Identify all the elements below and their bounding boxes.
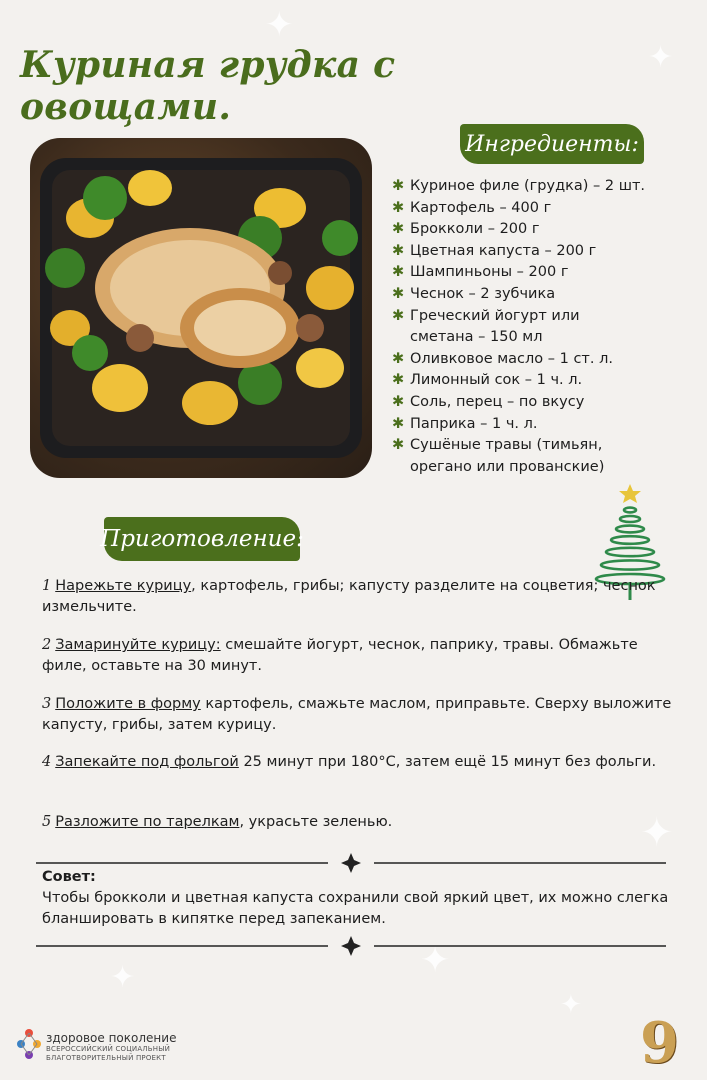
page-number: 9 xyxy=(640,1010,679,1076)
list-item: ✱ Чеснок – 2 зубчика xyxy=(392,284,702,306)
step-highlight: Разложите по тарелкам xyxy=(55,814,240,830)
list-item: ✱ Греческий йогурт или xyxy=(392,306,702,328)
org-name: здоровое поколение xyxy=(46,1031,177,1045)
step-text: смешайте йогурт, чеснок, паприку, травы. Обмажьте филе, оставьте на 30 минут. xyxy=(42,637,638,674)
list-item: орегано или прованские) xyxy=(410,458,605,475)
step-number: 4 xyxy=(42,754,52,770)
org-logo-text xyxy=(46,1031,176,1063)
advice-block xyxy=(42,867,672,930)
list-item: сметана – 150 мл xyxy=(410,329,543,346)
ornament-divider xyxy=(36,936,666,956)
list-item: ✱ Соль, перец – по вкусу xyxy=(392,392,702,414)
sparkle-decoration: ✦ xyxy=(560,990,582,1020)
dish-photo xyxy=(30,138,372,478)
step-number: 3 xyxy=(42,696,52,712)
step-text: картофель, смажьте маслом, приправьте. Сверху выложите капусту, грибы, затем курицу. xyxy=(42,696,672,733)
star-icon: ✱ xyxy=(392,372,405,389)
org-logo-icon xyxy=(16,1028,42,1060)
step-text: , украсьте зеленью. xyxy=(239,814,393,830)
list-item: ✱ Цветная капуста – 200 г xyxy=(392,241,702,263)
list-item: ✱ Паприка – 1 ч. л. xyxy=(392,414,702,436)
sparkle-decoration: ✦ xyxy=(640,810,674,856)
org-subtitle: ВСЕРОССИЙСКИЙ СОЦИАЛЬНЫЙ xyxy=(46,1045,171,1053)
step-text: , картофель, грибы; капусту разделите на соцветия; чеснок измельчите. xyxy=(42,578,656,615)
star-icon: ✱ xyxy=(392,242,405,259)
list-item: ✱ Брокколи – 200 г xyxy=(392,219,702,241)
star-icon: ✱ xyxy=(392,285,405,302)
step-number: 2 xyxy=(42,637,52,653)
step-item xyxy=(42,752,682,773)
list-item: ✱ Лимонный сок – 1 ч. л. xyxy=(392,370,702,392)
page-title: Куриная грудка с овощами. xyxy=(20,44,396,128)
list-item: ✱ Шампиньоны – 200 г xyxy=(392,262,702,284)
list-item: ✱ Сушёные травы (тимьян, xyxy=(392,435,702,457)
list-item: ✱ Оливковое масло – 1 ст. л. xyxy=(392,349,702,371)
step-number: 1 xyxy=(42,578,52,594)
step-item xyxy=(42,576,682,618)
org-subtitle: БЛАГОТВОРИТЕЛЬНЫЙ ПРОЕКТ xyxy=(46,1054,166,1062)
sparkle-decoration: ✦ xyxy=(420,940,451,981)
list-item: ✱ Куриное филе (грудка) – 2 шт. xyxy=(392,176,702,198)
list-item: ✱ Картофель – 400 г xyxy=(392,198,702,220)
step-item xyxy=(42,635,682,677)
star-icon: ✱ xyxy=(392,199,405,216)
step-highlight: Нарежьте курицу xyxy=(55,578,192,594)
step-highlight: Запекайте под фольгой xyxy=(55,754,239,770)
ingredients-list xyxy=(392,176,702,478)
star-icon: ✱ xyxy=(392,307,405,324)
step-item xyxy=(42,694,682,736)
advice-title: Совет: xyxy=(42,869,96,885)
star-icon: ✱ xyxy=(392,178,405,194)
step-highlight: Положите в форму xyxy=(55,696,201,712)
star-icon: ✱ xyxy=(392,264,405,281)
ingredients-label: Ингредиенты: xyxy=(460,124,644,164)
advice-text: Чтобы брокколи и цветная капуста сохранили свой яркий цвет, их можно слегка бланшировать в кипятке перед запеканием. xyxy=(42,890,669,927)
step-number: 5 xyxy=(42,814,52,830)
star-icon: ✱ xyxy=(392,221,405,238)
star-icon: ✱ xyxy=(392,437,405,454)
star-icon: ✱ xyxy=(392,415,405,432)
preparation-label: Приготовление: xyxy=(104,517,300,561)
star-icon: ✱ xyxy=(392,393,405,410)
sparkle-decoration: ✦ xyxy=(648,40,674,75)
step-item xyxy=(42,812,682,833)
sparkle-decoration: ✦ xyxy=(110,960,136,995)
star-icon: ✱ xyxy=(392,350,405,367)
step-highlight: Замаринуйте курицу: xyxy=(55,637,221,653)
sparkle-decoration: ✦ xyxy=(265,5,294,45)
dish-illustration xyxy=(30,138,372,478)
step-text: 25 минут при 180°С, затем ещё 15 минут без фольги. xyxy=(238,754,657,770)
